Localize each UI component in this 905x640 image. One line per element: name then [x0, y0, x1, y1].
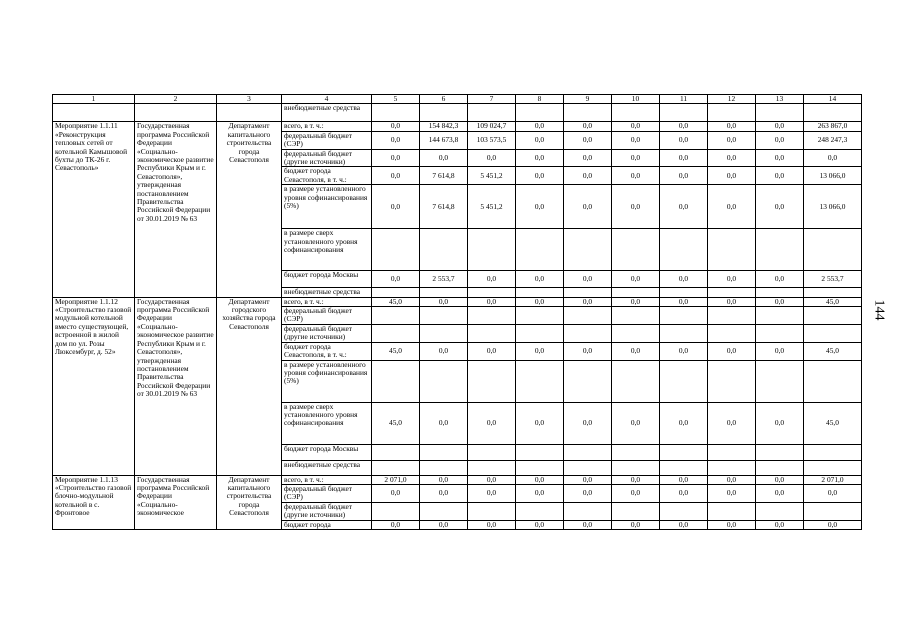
- value-cell: 0,0: [516, 484, 564, 502]
- value-cell: 0,0: [612, 520, 660, 529]
- value-cell: 0,0: [564, 271, 612, 288]
- value-cell: 0,0: [708, 520, 756, 529]
- source-cell: в размере сверх установленного уровня софинансирования: [282, 402, 372, 444]
- empty-cell: [420, 104, 468, 122]
- value-cell: [804, 502, 862, 520]
- value-cell: 45,0: [804, 402, 862, 444]
- source-cell: бюджет города: [282, 520, 372, 529]
- value-cell: [660, 444, 708, 460]
- value-cell: [708, 324, 756, 342]
- value-cell: [516, 324, 564, 342]
- value-cell: [372, 460, 420, 475]
- value-cell: [756, 288, 804, 297]
- value-cell: 0,0: [420, 475, 468, 484]
- value-cell: [468, 324, 516, 342]
- value-cell: [420, 288, 468, 297]
- value-cell: [564, 502, 612, 520]
- value-cell: 0,0: [372, 271, 420, 288]
- value-cell: 7 614,8: [420, 167, 468, 185]
- empty-cell: [660, 104, 708, 122]
- value-cell: 0,0: [564, 484, 612, 502]
- source-cell: внебюджетные средства: [282, 460, 372, 475]
- measure-cell: Мероприятие 1.1.12 «Строительство газовой модульной котельной вместо существующей, встроенной в жилой дом по ул. Розы Люксембург, д. 52»: [53, 297, 135, 475]
- measure-cell: Мероприятие 1.1.13 «Строительство газовой блочно-модульной котельной в с. Фронтовое: [53, 475, 135, 529]
- value-cell: 0,0: [420, 149, 468, 167]
- value-cell: 263 867,0: [804, 122, 862, 131]
- value-cell: [420, 502, 468, 520]
- value-cell: 0,0: [420, 520, 468, 529]
- value-cell: 0,0: [660, 185, 708, 229]
- value-cell: 0,0: [564, 131, 612, 149]
- value-cell: [660, 307, 708, 325]
- header-cell: 6: [420, 95, 468, 104]
- value-cell: 2 071,0: [372, 475, 420, 484]
- value-cell: [372, 502, 420, 520]
- value-cell: 0,0: [564, 149, 612, 167]
- value-cell: [468, 229, 516, 271]
- value-cell: 45,0: [372, 342, 420, 360]
- header-cell: 3: [217, 95, 282, 104]
- value-cell: [708, 502, 756, 520]
- value-cell: [804, 288, 862, 297]
- header-cell: 10: [612, 95, 660, 104]
- value-cell: 0,0: [660, 342, 708, 360]
- value-cell: 0,0: [612, 402, 660, 444]
- value-cell: 0,0: [660, 271, 708, 288]
- value-cell: 0,0: [564, 402, 612, 444]
- value-cell: 0,0: [420, 402, 468, 444]
- value-cell: 0,0: [420, 484, 468, 502]
- value-cell: [804, 360, 862, 402]
- empty-cell: [217, 104, 282, 122]
- value-cell: [756, 444, 804, 460]
- value-cell: [660, 229, 708, 271]
- table-row: [53, 104, 862, 122]
- value-cell: 144 673,8: [420, 131, 468, 149]
- header-cell: 1: [53, 95, 135, 104]
- value-cell: 0,0: [564, 185, 612, 229]
- value-cell: 0,0: [468, 342, 516, 360]
- value-cell: 0,0: [708, 271, 756, 288]
- source-cell: внебюджетные средства: [282, 104, 372, 122]
- value-cell: [756, 229, 804, 271]
- value-cell: 0,0: [372, 122, 420, 131]
- value-cell: 0,0: [708, 185, 756, 229]
- value-cell: 0,0: [612, 484, 660, 502]
- value-cell: 0,0: [708, 402, 756, 444]
- value-cell: 0,0: [420, 297, 468, 306]
- value-cell: 0,0: [708, 297, 756, 306]
- value-cell: 45,0: [804, 342, 862, 360]
- value-cell: 0,0: [756, 122, 804, 131]
- value-cell: 0,0: [612, 475, 660, 484]
- value-cell: [708, 360, 756, 402]
- value-cell: [372, 444, 420, 460]
- measure-cell: Мероприятие 1.1.11 «Реконструкция тепловых сетей от котельной Камышовой бухты до ТК-26 г. Севастополь»: [53, 122, 135, 297]
- empty-cell: [516, 104, 564, 122]
- department-cell: Департамент городского хозяйства города Севастополя: [217, 297, 282, 475]
- value-cell: 0,0: [756, 167, 804, 185]
- value-cell: 0,0: [516, 402, 564, 444]
- value-cell: [564, 307, 612, 325]
- value-cell: 0,0: [756, 342, 804, 360]
- value-cell: 0,0: [708, 484, 756, 502]
- value-cell: 0,0: [420, 342, 468, 360]
- value-cell: 0,0: [372, 484, 420, 502]
- value-cell: 0,0: [372, 185, 420, 229]
- value-cell: 0,0: [660, 149, 708, 167]
- value-cell: [612, 502, 660, 520]
- value-cell: 0,0: [756, 297, 804, 306]
- source-cell: федеральный бюджет (другие источники): [282, 324, 372, 342]
- value-cell: 0,0: [804, 149, 862, 167]
- value-cell: 0,0: [468, 520, 516, 529]
- value-cell: 0,0: [612, 131, 660, 149]
- value-cell: [516, 360, 564, 402]
- value-cell: 0,0: [756, 520, 804, 529]
- value-cell: 0,0: [756, 149, 804, 167]
- value-cell: 0,0: [612, 185, 660, 229]
- value-cell: 0,0: [468, 402, 516, 444]
- value-cell: 0,0: [564, 520, 612, 529]
- value-cell: 0,0: [708, 149, 756, 167]
- value-cell: 0,0: [660, 484, 708, 502]
- value-cell: [420, 360, 468, 402]
- header-cell: 9: [564, 95, 612, 104]
- value-cell: [468, 360, 516, 402]
- value-cell: [516, 502, 564, 520]
- value-cell: 0,0: [612, 122, 660, 131]
- value-cell: 0,0: [804, 484, 862, 502]
- value-cell: [516, 307, 564, 325]
- empty-cell: [468, 104, 516, 122]
- value-cell: 5 451,2: [468, 167, 516, 185]
- value-cell: [660, 288, 708, 297]
- value-cell: 0,0: [468, 484, 516, 502]
- empty-cell: [53, 104, 135, 122]
- source-cell: в размере сверх установленного уровня софинансирования: [282, 229, 372, 271]
- source-cell: бюджет города Севастополя, в т. ч.:: [282, 342, 372, 360]
- source-cell: внебюджетные средства: [282, 288, 372, 297]
- value-cell: 45,0: [372, 402, 420, 444]
- value-cell: [564, 444, 612, 460]
- value-cell: [516, 288, 564, 297]
- value-cell: 0,0: [708, 167, 756, 185]
- value-cell: 0,0: [756, 484, 804, 502]
- value-cell: 0,0: [468, 475, 516, 484]
- source-cell: всего, в т. ч.:: [282, 122, 372, 131]
- program-cell: Государственная программа Российской Федерации «Социально-экономическое: [135, 475, 217, 529]
- header-cell: 7: [468, 95, 516, 104]
- value-cell: 0,0: [804, 520, 862, 529]
- value-cell: [756, 324, 804, 342]
- program-cell: Государственная программа Российской Федерации «Социально-экономическое развитие Республики Крым и г. Севастополя», утвержденная постановлением Правительства Российской Федерации от 30.01.2019 № 63: [135, 122, 217, 297]
- value-cell: 248 247,3: [804, 131, 862, 149]
- value-cell: [612, 360, 660, 402]
- value-cell: 45,0: [804, 297, 862, 306]
- value-cell: 0,0: [612, 342, 660, 360]
- value-cell: [516, 460, 564, 475]
- value-cell: 0,0: [372, 149, 420, 167]
- value-cell: [564, 324, 612, 342]
- header-cell: 12: [708, 95, 756, 104]
- value-cell: 109 024,7: [468, 122, 516, 131]
- value-cell: 0,0: [516, 167, 564, 185]
- value-cell: [612, 288, 660, 297]
- value-cell: 0,0: [756, 271, 804, 288]
- value-cell: [420, 444, 468, 460]
- source-cell: федеральный бюджет (другие источники): [282, 502, 372, 520]
- empty-cell: [135, 104, 217, 122]
- value-cell: [372, 229, 420, 271]
- value-cell: [516, 229, 564, 271]
- header-cell: 14: [804, 95, 862, 104]
- value-cell: 0,0: [516, 520, 564, 529]
- value-cell: 13 066,0: [804, 185, 862, 229]
- value-cell: 0,0: [660, 122, 708, 131]
- value-cell: [612, 324, 660, 342]
- value-cell: 0,0: [756, 185, 804, 229]
- value-cell: 0,0: [516, 149, 564, 167]
- value-cell: [372, 288, 420, 297]
- value-cell: [420, 324, 468, 342]
- source-cell: федеральный бюджет (СЭР): [282, 484, 372, 502]
- value-cell: [468, 444, 516, 460]
- value-cell: 0,0: [708, 122, 756, 131]
- value-cell: 0,0: [612, 271, 660, 288]
- value-cell: 0,0: [612, 167, 660, 185]
- value-cell: 0,0: [468, 297, 516, 306]
- value-cell: 0,0: [564, 122, 612, 131]
- value-cell: 0,0: [708, 131, 756, 149]
- source-cell: в размере установленного уровня софинансирования (5%): [282, 185, 372, 229]
- header-cell: 4: [282, 95, 372, 104]
- value-cell: 0,0: [660, 297, 708, 306]
- value-cell: [804, 307, 862, 325]
- value-cell: 0,0: [708, 475, 756, 484]
- header-cell: 8: [516, 95, 564, 104]
- value-cell: 2 553,7: [804, 271, 862, 288]
- value-cell: 0,0: [660, 520, 708, 529]
- value-cell: 0,0: [612, 297, 660, 306]
- value-cell: [372, 360, 420, 402]
- value-cell: 0,0: [516, 271, 564, 288]
- value-cell: [756, 502, 804, 520]
- value-cell: 0,0: [660, 131, 708, 149]
- budget-table: [52, 94, 862, 530]
- value-cell: [612, 460, 660, 475]
- value-cell: [468, 307, 516, 325]
- value-cell: [708, 444, 756, 460]
- value-cell: [420, 307, 468, 325]
- header-row: [53, 95, 862, 104]
- value-cell: 0,0: [516, 475, 564, 484]
- table-row: [53, 122, 862, 131]
- value-cell: [516, 444, 564, 460]
- empty-cell: [708, 104, 756, 122]
- value-cell: [708, 460, 756, 475]
- value-cell: [420, 460, 468, 475]
- empty-cell: [564, 104, 612, 122]
- department-cell: Департамент капитального строительства города Севастополя: [217, 122, 282, 297]
- value-cell: [660, 460, 708, 475]
- source-cell: всего, в т. ч.:: [282, 475, 372, 484]
- source-cell: всего, в т. ч.:: [282, 297, 372, 306]
- value-cell: 0,0: [516, 185, 564, 229]
- value-cell: [708, 288, 756, 297]
- value-cell: [756, 360, 804, 402]
- department-cell: Департамент капитального строительства города Севастополя: [217, 475, 282, 529]
- value-cell: [804, 460, 862, 475]
- value-cell: [372, 324, 420, 342]
- value-cell: 0,0: [372, 131, 420, 149]
- value-cell: [612, 307, 660, 325]
- source-cell: федеральный бюджет (другие источники): [282, 149, 372, 167]
- value-cell: [468, 288, 516, 297]
- value-cell: [756, 460, 804, 475]
- value-cell: 0,0: [612, 149, 660, 167]
- source-cell: в размере установленного уровня софинансирования (5%): [282, 360, 372, 402]
- value-cell: [564, 360, 612, 402]
- header-cell: 2: [135, 95, 217, 104]
- source-cell: федеральный бюджет (СЭР): [282, 307, 372, 325]
- empty-cell: [612, 104, 660, 122]
- value-cell: 0,0: [468, 271, 516, 288]
- value-cell: [612, 444, 660, 460]
- value-cell: 0,0: [468, 149, 516, 167]
- value-cell: [564, 288, 612, 297]
- value-cell: [372, 307, 420, 325]
- page-number: 144: [871, 299, 887, 321]
- value-cell: 2 553,7: [420, 271, 468, 288]
- value-cell: 0,0: [516, 297, 564, 306]
- value-cell: 0,0: [660, 167, 708, 185]
- value-cell: 7 614,8: [420, 185, 468, 229]
- empty-cell: [756, 104, 804, 122]
- value-cell: [468, 502, 516, 520]
- value-cell: 5 451,2: [468, 185, 516, 229]
- value-cell: 0,0: [516, 342, 564, 360]
- value-cell: 0,0: [564, 167, 612, 185]
- value-cell: 0,0: [756, 475, 804, 484]
- value-cell: 2 071,0: [804, 475, 862, 484]
- value-cell: [660, 360, 708, 402]
- value-cell: 45,0: [372, 297, 420, 306]
- value-cell: 154 842,3: [420, 122, 468, 131]
- value-cell: 0,0: [564, 342, 612, 360]
- header-cell: 13: [756, 95, 804, 104]
- value-cell: [660, 502, 708, 520]
- table-row: [53, 475, 862, 484]
- program-cell: Государственная программа Российской Федерации «Социально-экономическое развитие Республики Крым и г. Севастополя», утвержденная постановлением Правительства Российской Федерации от 30.01.2019 № 63: [135, 297, 217, 475]
- value-cell: [804, 324, 862, 342]
- table-row: [53, 297, 862, 306]
- value-cell: 0,0: [516, 122, 564, 131]
- value-cell: [612, 229, 660, 271]
- value-cell: [756, 307, 804, 325]
- value-cell: 0,0: [756, 131, 804, 149]
- value-cell: 103 573,5: [468, 131, 516, 149]
- value-cell: [564, 229, 612, 271]
- header-cell: 11: [660, 95, 708, 104]
- value-cell: [804, 444, 862, 460]
- value-cell: [660, 324, 708, 342]
- value-cell: 0,0: [708, 342, 756, 360]
- header-cell: 5: [372, 95, 420, 104]
- empty-cell: [804, 104, 862, 122]
- value-cell: [564, 460, 612, 475]
- value-cell: 0,0: [660, 402, 708, 444]
- value-cell: [708, 307, 756, 325]
- value-cell: 13 066,0: [804, 167, 862, 185]
- value-cell: [708, 229, 756, 271]
- empty-cell: [372, 104, 420, 122]
- value-cell: [468, 460, 516, 475]
- source-cell: федеральный бюджет (СЭР): [282, 131, 372, 149]
- value-cell: 0,0: [756, 402, 804, 444]
- value-cell: [420, 229, 468, 271]
- value-cell: 0,0: [660, 475, 708, 484]
- value-cell: [804, 229, 862, 271]
- source-cell: бюджет города Севастополя, в т. ч.:: [282, 167, 372, 185]
- source-cell: бюджет города Москвы: [282, 271, 372, 288]
- value-cell: 0,0: [564, 297, 612, 306]
- value-cell: 0,0: [516, 131, 564, 149]
- value-cell: 0,0: [372, 167, 420, 185]
- value-cell: 0,0: [564, 475, 612, 484]
- source-cell: бюджет города Москвы: [282, 444, 372, 460]
- value-cell: 0,0: [372, 520, 420, 529]
